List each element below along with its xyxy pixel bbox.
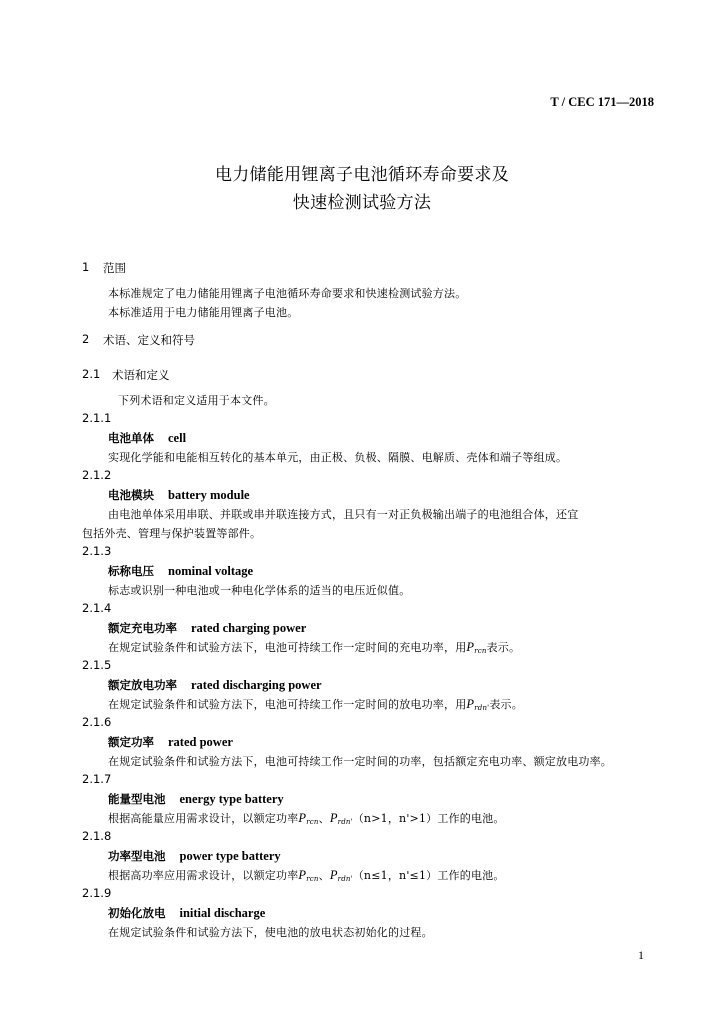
term-definition xyxy=(108,810,505,826)
definition-text: 在规定试验条件和试验方法下，电池可持续工作一定时间的放电功率，用 xyxy=(108,698,467,711)
term-zh: 初始化放电 xyxy=(108,906,166,920)
symbol-p: P xyxy=(466,697,475,711)
term-zh: 电池模块 xyxy=(108,488,154,502)
term-number: 2.1.4 xyxy=(82,601,112,615)
section-1-number: 1 xyxy=(82,260,90,274)
term-title xyxy=(108,563,253,579)
page-number: 1 xyxy=(638,948,644,962)
term-zh: 电池单体 xyxy=(108,431,154,445)
definition-text-end: 表示。 xyxy=(489,698,523,711)
term-en: nominal voltage xyxy=(168,564,254,578)
term-en: power type battery xyxy=(179,849,281,863)
term-en: battery module xyxy=(168,488,250,502)
section-1-heading: 范围 xyxy=(103,261,126,275)
term-en: rated discharging power xyxy=(191,678,322,692)
section-2-1-heading: 术语和定义 xyxy=(112,368,170,382)
standard-code: T / CEC 171—2018 xyxy=(550,95,654,109)
term-zh: 能量型电池 xyxy=(108,792,166,806)
definition-text-end: 表示。 xyxy=(486,641,521,654)
term-zh: 额定功率 xyxy=(108,735,154,749)
term-number: 2.1.2 xyxy=(82,468,112,482)
separator: 、 xyxy=(318,812,330,825)
symbol-subscript: rcn xyxy=(474,647,487,655)
term-zh: 额定放电功率 xyxy=(108,678,177,692)
term-en: rated power xyxy=(168,735,233,749)
symbol-subscript: rdn' xyxy=(337,875,353,883)
term-number: 2.1.3 xyxy=(82,544,112,558)
symbol-subscript: rcn xyxy=(306,818,319,826)
term-definition: 在规定试验条件和试验方法下，电池可持续工作一定时间的功率，包括额定充电功率、额定放电功率。 xyxy=(108,755,612,768)
term-definition: 实现化学能和电能相互转化的基本单元，由正极、负极、隔膜、电解质、壳体和端子等组成。 xyxy=(108,451,568,464)
term-definition xyxy=(108,639,520,655)
condition-text: （n≤1，n'≤1）工作的电池。 xyxy=(352,869,505,882)
term-title xyxy=(108,430,186,446)
term-number: 2.1.7 xyxy=(82,772,112,786)
term-en: cell xyxy=(168,431,187,445)
section-2-heading: 术语、定义和符号 xyxy=(103,333,195,347)
section-2-1-number: 2.1 xyxy=(82,367,101,381)
term-definition: 在规定试验条件和试验方法下，使电池的放电状态初始化的过程。 xyxy=(108,926,433,939)
definition-text: 根据高能量应用需求设计，以额定功率 xyxy=(108,812,299,825)
term-zh: 功率型电池 xyxy=(108,849,166,863)
term-zh: 额定充电功率 xyxy=(108,621,177,635)
title-line-1: 电力储能用锂离子电池循环寿命要求及 xyxy=(214,165,510,185)
term-number: 2.1.5 xyxy=(82,658,112,672)
term-definition xyxy=(108,867,505,883)
symbol-p: P xyxy=(298,868,307,882)
term-number: 2.1.6 xyxy=(82,715,112,729)
symbol-subscript: rdn' xyxy=(474,704,490,712)
symbol-subscript: rdn' xyxy=(337,818,353,826)
term-number: 2.1.1 xyxy=(82,411,112,425)
definition-text: 根据高功率应用需求设计，以额定功率 xyxy=(108,869,299,882)
term-title xyxy=(108,677,322,693)
section-1-para-2: 本标准适用于电力储能用锂离子电池。 xyxy=(108,306,299,319)
separator: 、 xyxy=(318,869,330,882)
section-2-1-intro: 下列术语和定义适用于本文件。 xyxy=(118,394,275,407)
definition-text: 在规定试验条件和试验方法下，电池可持续工作一定时间的充电功率，用 xyxy=(108,641,467,654)
condition-text: （n>1，n'>1）工作的电池。 xyxy=(352,812,505,825)
term-definition: 由电池单体采用串联、并联或串并联连接方式，且只有一对正负极输出端子的电池组合体，还宜 xyxy=(108,508,579,521)
title-line-2: 快速检测试验方法 xyxy=(292,193,432,213)
term-en: initial discharge xyxy=(179,906,266,920)
term-en: energy type battery xyxy=(179,792,284,806)
symbol-p: P xyxy=(329,811,338,825)
term-title xyxy=(108,791,284,807)
symbol-subscript: rcn xyxy=(306,875,319,883)
term-definition: 标志或识别一种电池或一种电化学体系的适当的电压近似值。 xyxy=(108,584,411,597)
section-1-para-1: 本标准规定了电力储能用锂离子电池循环寿命要求和快速检测试验方法。 xyxy=(108,287,467,300)
term-number: 2.1.8 xyxy=(82,829,112,843)
term-definition xyxy=(108,696,523,712)
symbol-p: P xyxy=(329,868,338,882)
term-zh: 标称电压 xyxy=(108,564,154,578)
term-en: rated charging power xyxy=(191,621,307,635)
term-title xyxy=(108,487,250,503)
symbol-p: P xyxy=(466,640,475,654)
section-2-number: 2 xyxy=(82,332,90,346)
term-number: 2.1.9 xyxy=(82,886,112,900)
term-title xyxy=(108,734,233,750)
term-title xyxy=(108,620,306,636)
term-definition-cont: 包括外壳、管理与保护装置等部件。 xyxy=(82,527,262,540)
term-title xyxy=(108,848,281,864)
symbol-p: P xyxy=(298,811,307,825)
term-title xyxy=(108,905,265,921)
